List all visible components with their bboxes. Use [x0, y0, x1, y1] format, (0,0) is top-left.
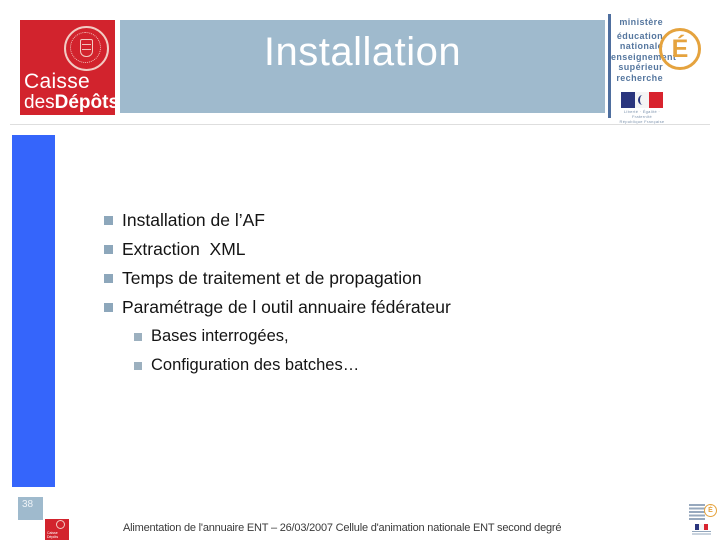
- ministry-emblem-icon: É: [659, 28, 701, 70]
- logo-line2: [24, 93, 119, 112]
- page-title: Installation: [263, 30, 462, 74]
- logo-small-line1: Caisse: [47, 531, 58, 535]
- list-item-text: Configuration des batches…: [151, 356, 360, 374]
- page-number-badge: 38: [18, 497, 43, 520]
- bullet-square-icon: [104, 274, 113, 283]
- french-flag-icon: [621, 92, 663, 108]
- footer-text: Alimentation de l'annuaire ENT – 26/03/2007 Cellule d'animation nationale ENT second degré: [123, 522, 562, 534]
- logo-small-line2: Dépôts: [47, 535, 59, 539]
- motto-line1: Liberté · Égalité · Fraternité: [623, 109, 661, 119]
- flag-blue: [621, 92, 635, 108]
- caisse-des-depots-logo-small: [45, 519, 69, 540]
- ministry-logo: [605, 12, 718, 122]
- header-divider: [10, 124, 710, 125]
- seal-icon: [64, 26, 109, 71]
- caisse-des-depots-wordmark: [24, 71, 119, 112]
- accent-bar: [12, 135, 55, 487]
- logo-line1: Caisse: [24, 70, 90, 93]
- french-flag-small-icon: [695, 524, 708, 530]
- ministry-small-wordmark: [689, 504, 705, 521]
- list-item-text: Bases interrogées,: [151, 327, 289, 345]
- logo-line2-prefix: des: [24, 92, 55, 113]
- seal-shield-icon: [80, 39, 93, 57]
- flag-red: [704, 524, 708, 530]
- list-item-text: Installation de l’AF: [122, 210, 265, 230]
- list-item: [104, 235, 644, 264]
- ministry-motto: [615, 109, 669, 124]
- ministry-wordmark: [611, 17, 677, 83]
- list-item-text: Paramétrage de l outil annuaire fédérateur: [122, 297, 451, 317]
- bullet-square-icon: [134, 333, 142, 341]
- ministry-word: éducation: [616, 30, 663, 41]
- list-item: [134, 351, 644, 380]
- ministry-small-emblem-icon: É: [704, 504, 717, 517]
- ministry-word: recherche: [616, 72, 663, 83]
- bullet-square-icon: [134, 362, 142, 370]
- list-item-text: Extraction XML: [122, 239, 246, 259]
- bullet-square-icon: [104, 216, 113, 225]
- list-item: [104, 293, 644, 322]
- header-band: [120, 20, 605, 113]
- motto-line2: République Française: [619, 119, 665, 124]
- list-item-text: Temps de traitement et de propagation: [122, 268, 422, 288]
- bullet-square-icon: [104, 303, 113, 312]
- caisse-des-depots-logo: [20, 20, 120, 115]
- seal-icon-small: [56, 520, 65, 529]
- list-item: [104, 264, 644, 293]
- bullet-list: [104, 206, 644, 380]
- ministry-logo-small: [686, 500, 718, 537]
- ministry-word: nationale: [619, 41, 663, 51]
- ministry-word: supérieur: [618, 62, 663, 72]
- flag-white: [635, 92, 649, 108]
- flag-red: [649, 92, 663, 108]
- logo-line2-bold: Dépôts: [54, 92, 120, 113]
- ministry-word: ministère: [619, 17, 663, 27]
- ministry-word: enseignement: [611, 51, 677, 62]
- bullet-square-icon: [104, 245, 113, 254]
- logo-small-text: [47, 531, 58, 539]
- list-item: [104, 206, 644, 235]
- ministry-small-motto: [692, 531, 711, 535]
- list-item: [134, 322, 644, 351]
